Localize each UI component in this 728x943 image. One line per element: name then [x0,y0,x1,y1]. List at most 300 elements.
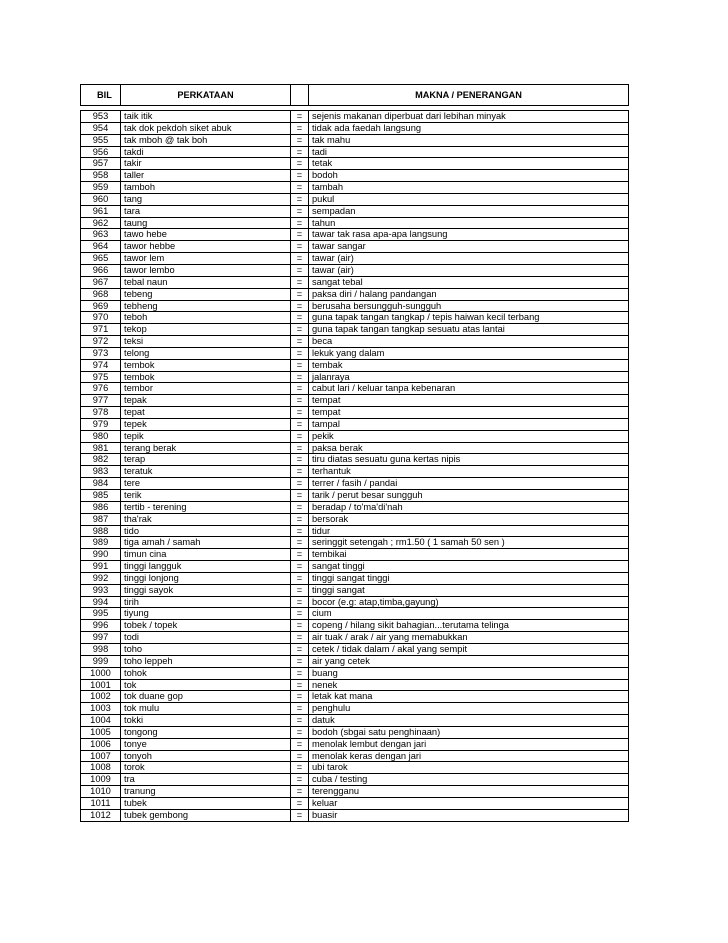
row-number: 988 [81,525,121,537]
row-word: tinggi langguk [121,561,291,573]
row-number: 982 [81,454,121,466]
table-row [81,703,629,715]
row-number: 1004 [81,715,121,727]
table-row [81,490,629,502]
table-row [81,667,629,679]
row-word: tongong [121,726,291,738]
table-row [81,264,629,276]
row-equals: = [291,549,309,561]
row-number: 1000 [81,667,121,679]
row-meaning: guna tapak tangan tangkap / tepis haiwan kecil terbang [309,312,629,324]
table-row [81,276,629,288]
row-word: tebheng [121,300,291,312]
row-meaning: air tuak / arak / air yang memabukkan [309,632,629,644]
row-equals: = [291,264,309,276]
row-equals: = [291,703,309,715]
row-equals: = [291,561,309,573]
row-meaning: tawar sangar [309,241,629,253]
row-meaning: bodoh (sbgai satu penghinaan) [309,726,629,738]
row-number: 977 [81,395,121,407]
row-number: 1008 [81,762,121,774]
table-row [81,122,629,134]
table-row [81,738,629,750]
row-number: 962 [81,217,121,229]
row-equals: = [291,797,309,809]
row-meaning: keluar [309,797,629,809]
row-equals: = [291,454,309,466]
table-row [81,312,629,324]
row-word: toho [121,643,291,655]
table-header [80,84,629,106]
row-meaning: guna tapak tangan tangkap sesuatu atas lantai [309,324,629,336]
row-meaning: sangat tinggi [309,561,629,573]
table-row [81,134,629,146]
row-meaning: tidur [309,525,629,537]
row-equals: = [291,442,309,454]
row-word: takir [121,158,291,170]
row-word: tebal naun [121,276,291,288]
row-word: tokki [121,715,291,727]
table-row [81,383,629,395]
row-meaning: sejenis makanan diperbuat dari lebihan minyak [309,111,629,123]
row-equals: = [291,312,309,324]
row-number: 1007 [81,750,121,762]
row-meaning: tambah [309,182,629,194]
row-number: 989 [81,537,121,549]
row-meaning: penghulu [309,703,629,715]
row-equals: = [291,596,309,608]
row-number: 955 [81,134,121,146]
row-number: 953 [81,111,121,123]
row-meaning: lekuk yang dalam [309,347,629,359]
row-word: timun cina [121,549,291,561]
table-row [81,786,629,798]
row-word: toho leppeh [121,655,291,667]
table-row [81,371,629,383]
row-meaning: cium [309,608,629,620]
row-number: 969 [81,300,121,312]
row-number: 996 [81,620,121,632]
row-word: todi [121,632,291,644]
row-equals: = [291,584,309,596]
row-equals: = [291,655,309,667]
header-bil: BIL [81,85,121,106]
row-number: 956 [81,146,121,158]
row-equals: = [291,205,309,217]
row-number: 998 [81,643,121,655]
row-word: taik itik [121,111,291,123]
row-equals: = [291,288,309,300]
table-row [81,407,629,419]
row-equals: = [291,193,309,205]
row-number: 1005 [81,726,121,738]
table-row [81,478,629,490]
row-word: tak dok pekdoh siket abuk [121,122,291,134]
row-word: tembok [121,359,291,371]
table-row [81,596,629,608]
row-meaning: pukul [309,193,629,205]
row-number: 961 [81,205,121,217]
table-row [81,691,629,703]
row-equals: = [291,347,309,359]
row-word: tara [121,205,291,217]
row-word: tak mboh @ tak boh [121,134,291,146]
row-equals: = [291,786,309,798]
row-equals: = [291,241,309,253]
table-row [81,430,629,442]
row-meaning: tahun [309,217,629,229]
row-equals: = [291,253,309,265]
row-meaning: tinggi sangat [309,584,629,596]
row-word: terap [121,454,291,466]
row-equals: = [291,513,309,525]
row-word: tertib - terening [121,501,291,513]
row-meaning: bodoh [309,170,629,182]
table-row [81,715,629,727]
row-number: 974 [81,359,121,371]
row-meaning: air yang cetek [309,655,629,667]
table-row [81,537,629,549]
table-row [81,300,629,312]
row-word: taller [121,170,291,182]
table-row [81,146,629,158]
row-equals: = [291,809,309,821]
row-word: tepek [121,418,291,430]
row-meaning: tadi [309,146,629,158]
row-equals: = [291,383,309,395]
row-word: tido [121,525,291,537]
table-row [81,454,629,466]
table-row [81,193,629,205]
row-word: tubek [121,797,291,809]
row-word: torok [121,762,291,774]
row-word: tawor hebbe [121,241,291,253]
table-row [81,809,629,821]
row-equals: = [291,525,309,537]
table-row [81,501,629,513]
row-meaning: tak mahu [309,134,629,146]
row-meaning: tawar (air) [309,264,629,276]
row-meaning: cetek / tidak dalam / akal yang sempit [309,643,629,655]
row-meaning: copeng / hilang sikit bahagian...terutama telinga [309,620,629,632]
row-number: 986 [81,501,121,513]
table-row [81,205,629,217]
header-row [81,85,629,106]
row-equals: = [291,111,309,123]
row-word: teksi [121,336,291,348]
glossary-sheet [80,84,628,822]
row-meaning: beca [309,336,629,348]
table-row [81,679,629,691]
row-equals: = [291,276,309,288]
row-number: 1010 [81,786,121,798]
table-row [81,643,629,655]
row-number: 987 [81,513,121,525]
row-word: tonyoh [121,750,291,762]
row-equals: = [291,738,309,750]
row-number: 1012 [81,809,121,821]
row-meaning: bersorak [309,513,629,525]
row-meaning: cuba / testing [309,774,629,786]
row-meaning: sangat tebal [309,276,629,288]
row-word: terang berak [121,442,291,454]
row-word: telong [121,347,291,359]
row-equals: = [291,336,309,348]
row-equals: = [291,691,309,703]
row-number: 994 [81,596,121,608]
row-word: tawo hebe [121,229,291,241]
row-equals: = [291,715,309,727]
row-equals: = [291,324,309,336]
row-equals: = [291,572,309,584]
row-number: 975 [81,371,121,383]
row-equals: = [291,217,309,229]
table-row [81,324,629,336]
row-number: 1001 [81,679,121,691]
row-meaning: tembak [309,359,629,371]
row-number: 966 [81,264,121,276]
row-equals: = [291,395,309,407]
row-word: tubek gembong [121,809,291,821]
row-word: tonye [121,738,291,750]
row-number: 967 [81,276,121,288]
table-row [81,442,629,454]
row-word: tere [121,478,291,490]
row-word: tang [121,193,291,205]
row-word: tebeng [121,288,291,300]
row-equals: = [291,430,309,442]
header-equals-blank [291,85,309,106]
row-word: tembor [121,383,291,395]
row-equals: = [291,632,309,644]
row-equals: = [291,490,309,502]
row-equals: = [291,134,309,146]
header-perkataan: PERKATAAN [121,85,291,106]
row-word: tok [121,679,291,691]
row-number: 964 [81,241,121,253]
row-meaning: tidak ada faedah langsung [309,122,629,134]
row-equals: = [291,643,309,655]
row-equals: = [291,371,309,383]
row-number: 958 [81,170,121,182]
row-meaning: menolak keras dengan jari [309,750,629,762]
row-word: tamboh [121,182,291,194]
row-word: tinggi sayok [121,584,291,596]
table-row [81,655,629,667]
row-meaning: sempadan [309,205,629,217]
row-equals: = [291,122,309,134]
row-meaning: tembikai [309,549,629,561]
row-number: 976 [81,383,121,395]
table-row [81,466,629,478]
row-equals: = [291,478,309,490]
row-equals: = [291,466,309,478]
table-row [81,241,629,253]
row-number: 980 [81,430,121,442]
row-word: teratuk [121,466,291,478]
row-equals: = [291,407,309,419]
table-row [81,632,629,644]
row-number: 1003 [81,703,121,715]
row-word: teboh [121,312,291,324]
row-meaning: tawar (air) [309,253,629,265]
row-equals: = [291,774,309,786]
row-number: 999 [81,655,121,667]
row-word: tirih [121,596,291,608]
table-row [81,620,629,632]
table-row [81,347,629,359]
row-equals: = [291,158,309,170]
table-row [81,726,629,738]
row-number: 963 [81,229,121,241]
row-word: taung [121,217,291,229]
row-word: tekop [121,324,291,336]
row-meaning: buang [309,667,629,679]
table-row [81,584,629,596]
row-equals: = [291,501,309,513]
row-word: tohok [121,667,291,679]
table-row [81,750,629,762]
row-word: tok mulu [121,703,291,715]
row-word: tobek / topek [121,620,291,632]
row-word: tawor lem [121,253,291,265]
row-equals: = [291,620,309,632]
row-meaning: seringgit setengah ; rm1.50 ( 1 samah 50 sen ) [309,537,629,549]
row-meaning: jalanraya [309,371,629,383]
row-meaning: terrer / fasih / pandai [309,478,629,490]
row-meaning: letak kat mana [309,691,629,703]
row-meaning: ubi tarok [309,762,629,774]
row-number: 997 [81,632,121,644]
row-equals: = [291,726,309,738]
row-word: tha'rak [121,513,291,525]
row-meaning: tiru diatas sesuatu guna kertas nipis [309,454,629,466]
row-meaning: cabut lari / keluar tanpa kebenaran [309,383,629,395]
row-meaning: datuk [309,715,629,727]
row-equals: = [291,667,309,679]
row-meaning: tetak [309,158,629,170]
row-number: 990 [81,549,121,561]
row-number: 1011 [81,797,121,809]
row-word: tra [121,774,291,786]
row-meaning: tampal [309,418,629,430]
row-number: 991 [81,561,121,573]
row-meaning: terengganu [309,786,629,798]
row-equals: = [291,537,309,549]
table-row [81,217,629,229]
row-meaning: tempat [309,407,629,419]
row-word: tinggi lonjong [121,572,291,584]
row-number: 1002 [81,691,121,703]
row-equals: = [291,418,309,430]
row-word: tembok [121,371,291,383]
table-row [81,418,629,430]
table-row [81,288,629,300]
row-number: 984 [81,478,121,490]
row-meaning: tinggi sangat tinggi [309,572,629,584]
row-meaning: nenek [309,679,629,691]
row-number: 993 [81,584,121,596]
row-number: 971 [81,324,121,336]
row-equals: = [291,762,309,774]
table-row [81,572,629,584]
row-number: 995 [81,608,121,620]
row-meaning: beradap / to'ma'di'nah [309,501,629,513]
table-row [81,525,629,537]
row-word: tiyung [121,608,291,620]
table-row [81,359,629,371]
row-meaning: paksa diri / halang pandangan [309,288,629,300]
row-equals: = [291,608,309,620]
row-meaning: tarik / perut besar sungguh [309,490,629,502]
glossary-table [80,110,629,822]
row-word: tepat [121,407,291,419]
row-meaning: menolak lembut dengan jari [309,738,629,750]
row-number: 983 [81,466,121,478]
row-number: 1009 [81,774,121,786]
row-number: 965 [81,253,121,265]
row-number: 968 [81,288,121,300]
table-row [81,253,629,265]
table-row [81,608,629,620]
row-number: 981 [81,442,121,454]
row-number: 957 [81,158,121,170]
glossary-rows [81,111,629,822]
row-number: 970 [81,312,121,324]
row-word: tepik [121,430,291,442]
table-row [81,170,629,182]
table-row [81,549,629,561]
row-equals: = [291,750,309,762]
row-equals: = [291,679,309,691]
table-row [81,395,629,407]
row-meaning: tawar tak rasa apa-apa langsung [309,229,629,241]
row-meaning: tempat [309,395,629,407]
table-row [81,561,629,573]
row-number: 960 [81,193,121,205]
row-number: 978 [81,407,121,419]
header-makna: MAKNA / PENERANGAN [309,85,629,106]
table-row [81,762,629,774]
row-number: 973 [81,347,121,359]
row-equals: = [291,146,309,158]
row-equals: = [291,300,309,312]
row-number: 992 [81,572,121,584]
row-number: 979 [81,418,121,430]
row-equals: = [291,182,309,194]
row-meaning: pekik [309,430,629,442]
table-row [81,336,629,348]
table-row [81,182,629,194]
row-word: tok duane gop [121,691,291,703]
row-meaning: berusaha bersungguh-sungguh [309,300,629,312]
row-number: 985 [81,490,121,502]
row-word: tepak [121,395,291,407]
row-meaning: terhantuk [309,466,629,478]
row-word: tranung [121,786,291,798]
table-row [81,229,629,241]
table-row [81,513,629,525]
row-word: tiga amah / samah [121,537,291,549]
row-meaning: buasir [309,809,629,821]
table-row [81,111,629,123]
row-number: 972 [81,336,121,348]
table-row [81,774,629,786]
row-equals: = [291,229,309,241]
row-equals: = [291,359,309,371]
row-word: tawor lembo [121,264,291,276]
row-word: takdi [121,146,291,158]
